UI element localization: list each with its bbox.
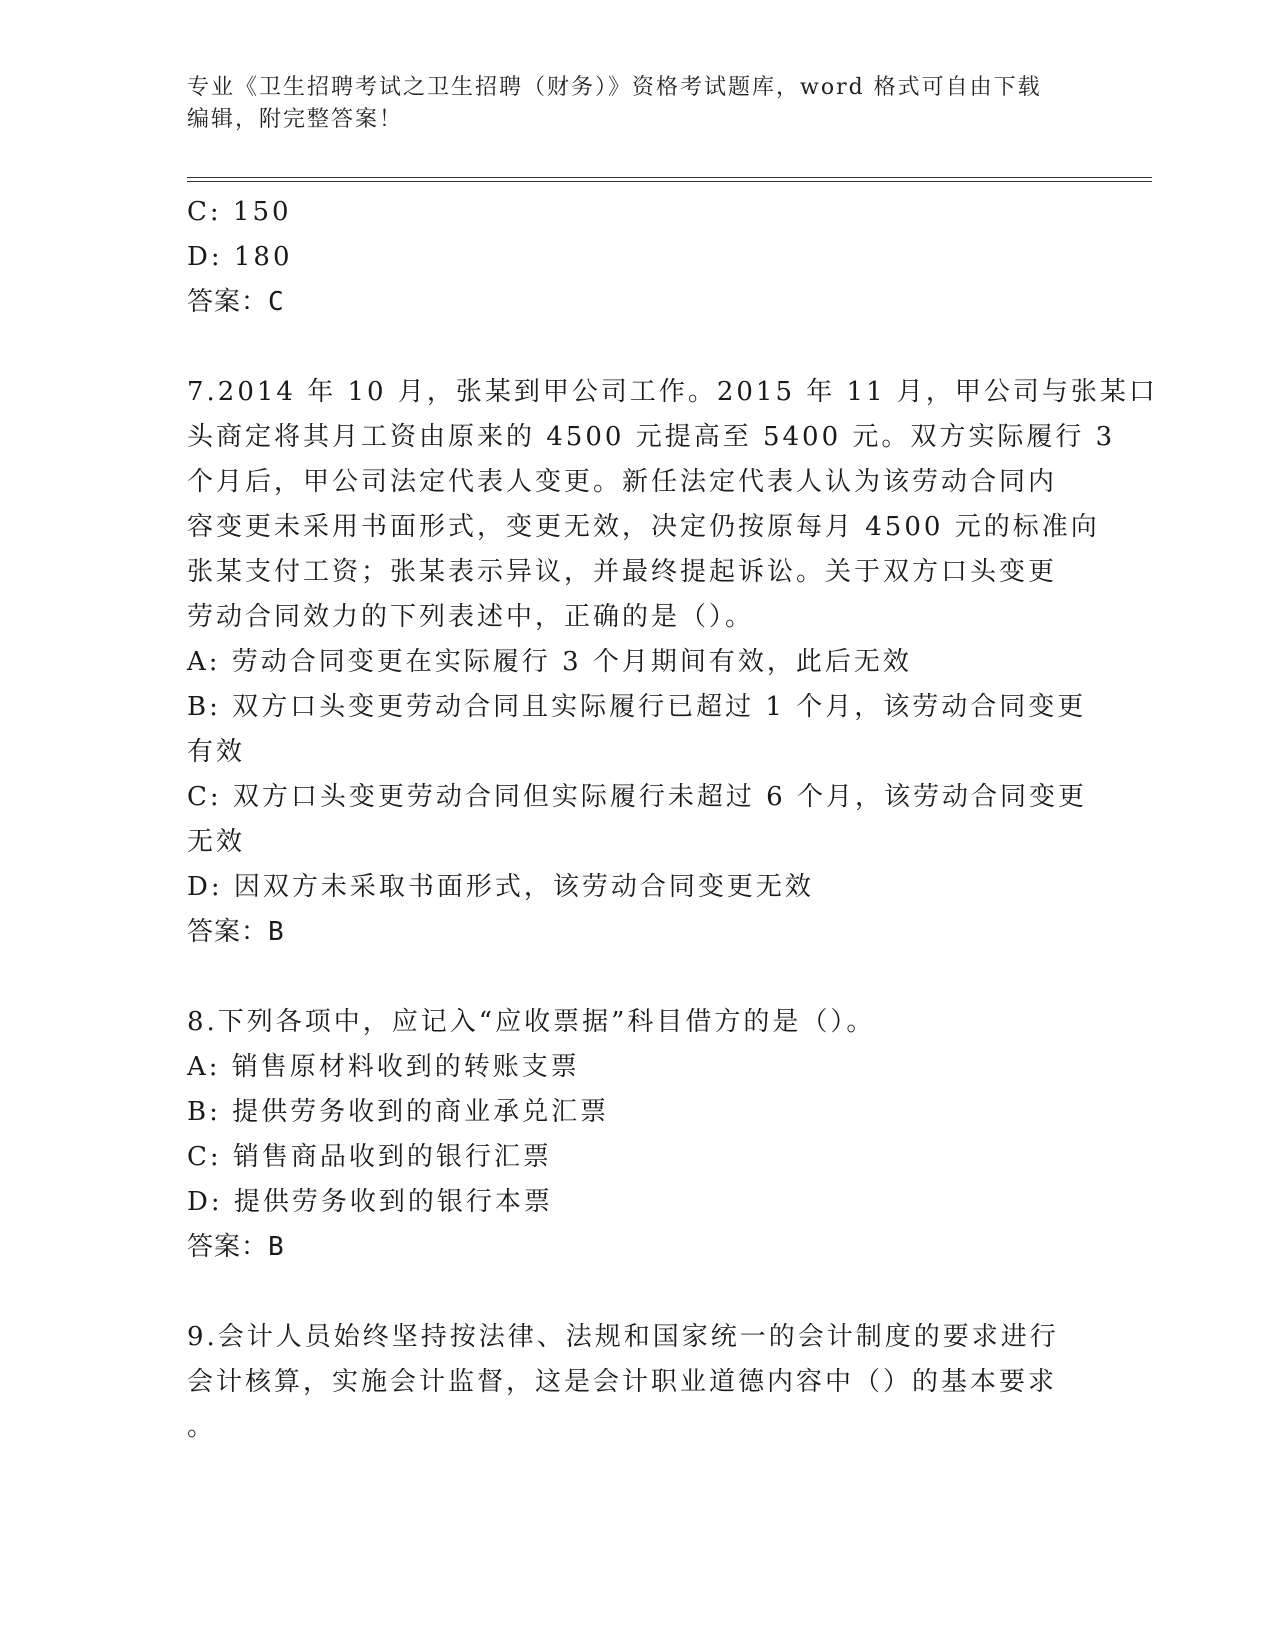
q7-stem-line-4: 容变更未采用书面形式，变更无效，决定仍按原每月 4500 元的标准向 <box>187 512 1100 542</box>
q9-stem-line-2: 会计核算，实施会计监督，这是会计职业道德内容中（）的基本要求 <box>187 1367 1058 1397</box>
q7-option-a: A: 劳动合同变更在实际履行 3 个月期间有效，此后无效 <box>187 647 912 677</box>
q7-option-b-line-2: 有效 <box>187 737 246 767</box>
header-divider-bottom <box>187 181 1152 182</box>
q7-stem-line-2: 头商定将其月工资由原来的 4500 元提高至 5400 元。双方实际履行 3 <box>187 422 1116 452</box>
q7-option-c-line-1: C: 双方口头变更劳动合同但实际履行未超过 6 个月，该劳动合同变更 <box>187 782 1087 812</box>
q8-option-a: A: 销售原材料收到的转账支票 <box>187 1052 580 1082</box>
q8-option-d: D: 提供劳务收到的银行本票 <box>187 1187 553 1217</box>
q7-stem-line-1: 7.2014 年 10 月，张某到甲公司工作。2015 年 11 月，甲公司与张某口 <box>187 377 1158 407</box>
q6-option-d: D: 180 <box>187 242 293 272</box>
question-list <box>187 190 1158 1450</box>
q8-option-c: C: 销售商品收到的银行汇票 <box>187 1142 552 1172</box>
q7-option-c-line-2: 无效 <box>187 827 246 857</box>
q7-answer: 答案：B <box>187 917 285 947</box>
header-divider-top <box>187 177 1152 178</box>
q6-answer: 答案：C <box>187 287 285 317</box>
q9-stem-line-1: 9.会计人员始终坚持按法律、法规和国家统一的会计制度的要求进行 <box>187 1322 1059 1352</box>
q7-stem-line-6: 劳动合同效力的下列表述中，正确的是（）。 <box>187 602 755 632</box>
q8-stem: 8.下列各项中，应记入“应收票据”科目借方的是（）。 <box>187 1007 876 1037</box>
header-line-1: 专业《卫生招聘考试之卫生招聘（财务）》资格考试题库，word 格式可自由下载 <box>187 75 1042 100</box>
page-header <box>187 72 1087 136</box>
q8-option-b: B: 提供劳务收到的商业承兑汇票 <box>187 1097 610 1127</box>
q9-stem-line-3: 。 <box>187 1412 217 1442</box>
q7-stem-line-5: 张某支付工资；张某表示异议，并最终提起诉讼。关于双方口头变更 <box>187 557 1058 587</box>
q7-option-b-line-1: B: 双方口头变更劳动合同且实际履行已超过 1 个月，该劳动合同变更 <box>187 692 1087 722</box>
header-line-2: 编辑，附完整答案！ <box>187 107 404 132</box>
q6-option-c: C: 150 <box>187 197 292 227</box>
q7-stem-line-3: 个月后，甲公司法定代表人变更。新任法定代表人认为该劳动合同内 <box>187 467 1058 497</box>
q8-answer: 答案：B <box>187 1232 285 1262</box>
q7-option-d: D: 因双方未采取书面形式，该劳动合同变更无效 <box>187 872 814 902</box>
